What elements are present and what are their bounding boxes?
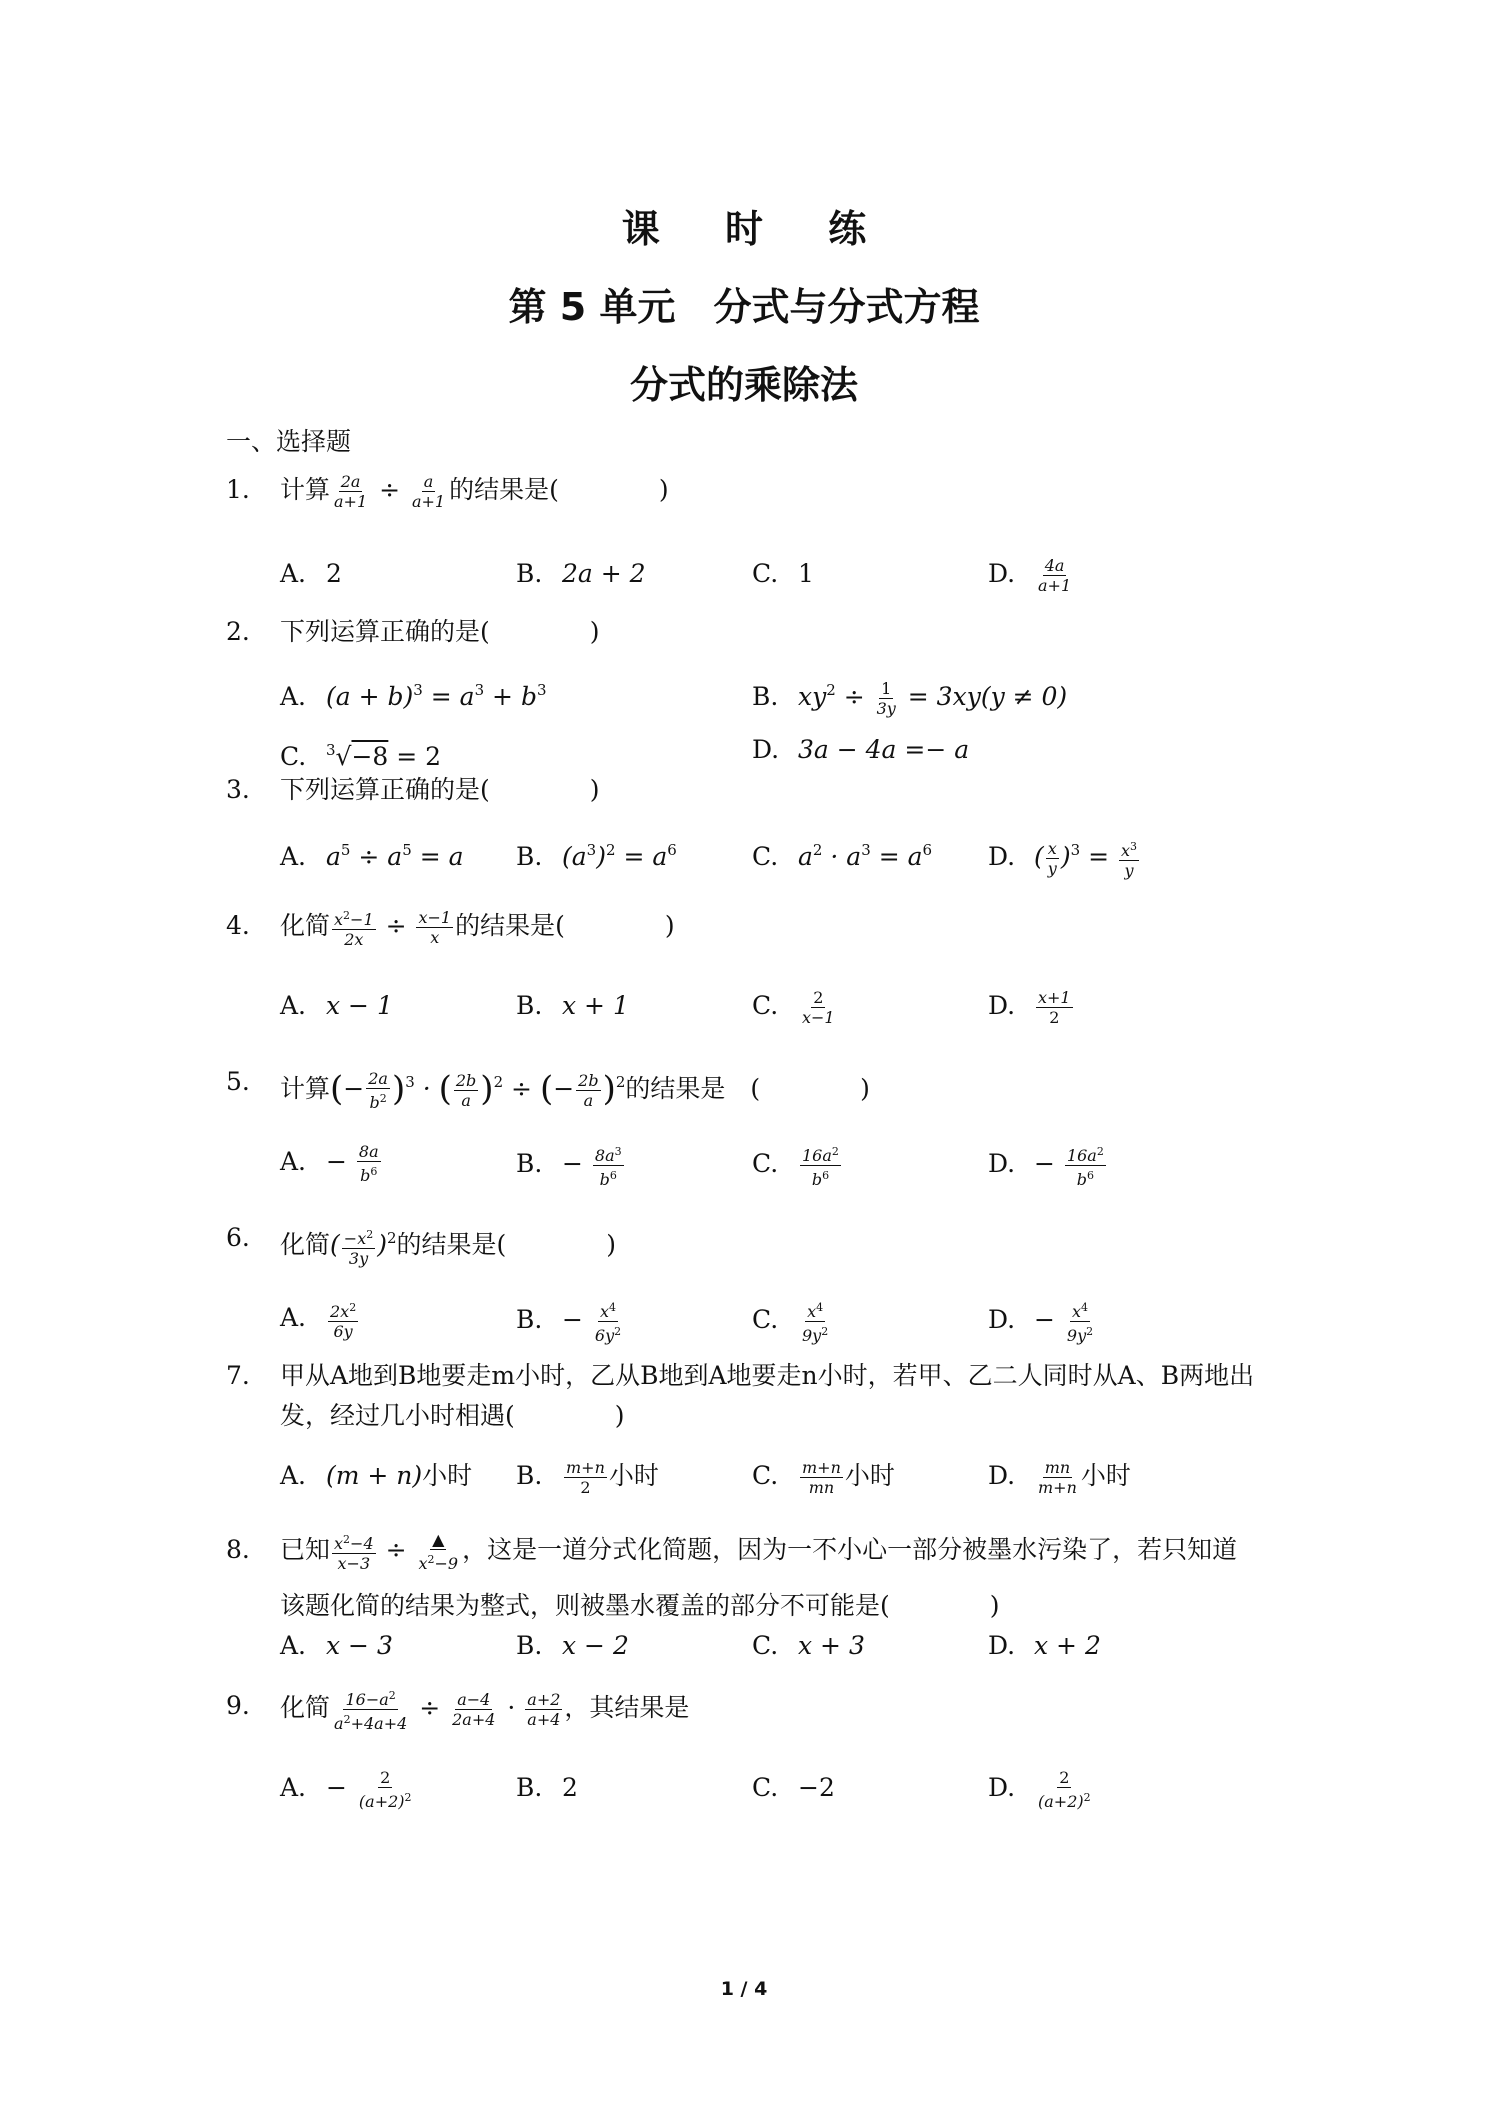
option-a[interactable]: A. (m + n)小时 xyxy=(280,1461,473,1490)
question-text: 该题化简的结果为整式，则被墨水覆盖的部分不可能是( ) xyxy=(280,1591,1000,1620)
option-b[interactable]: B. x − 2 xyxy=(516,1631,629,1660)
option-d[interactable]: D. $\frac{mn}{m+n}$ 小时 xyxy=(988,1458,1131,1497)
option-c[interactable]: C. −2 xyxy=(752,1773,835,1802)
option-b[interactable]: B. − $\frac{x^4}{6y^2}$ xyxy=(516,1298,625,1345)
question-text: 化简 $\frac{x^2-1}{2x}$ ÷ $\frac{x-1}{x}$ 的结果是( ) xyxy=(280,908,675,949)
lesson-title: 分式的乘除法 xyxy=(629,363,858,407)
option-b[interactable]: B. 2a + 2 xyxy=(516,559,646,588)
ink-blot-icon: ▲ xyxy=(432,1530,445,1549)
option-d[interactable]: D. − $\frac{16a^2}{b^6}$ xyxy=(988,1142,1108,1189)
question-text: 下列运算正确的是( ) xyxy=(280,775,600,804)
question-text: 化简 $\frac{16-a^2}{a^2+4a+4}$ ÷ $\frac{a-4}{2a+4}$ · $\frac{a+2}{a+4}$ ，其结果是 xyxy=(280,1686,689,1733)
unit-title: 第 5 单元 分式与分式方程 xyxy=(508,285,980,329)
option-c[interactable]: C. $\frac{x^4}{9y^2}$ xyxy=(752,1298,832,1345)
option-b[interactable]: B. $xy^2$ ÷ $\frac{1}{3y}$ = 3xy(y ≠ 0) xyxy=(752,679,1068,718)
option-a[interactable]: A. 2 xyxy=(280,559,342,588)
question-number: 5. xyxy=(226,1067,250,1096)
option-d[interactable]: D. x + 2 xyxy=(988,1631,1101,1660)
option-c[interactable]: C. $\frac{2}{x-1}$ xyxy=(752,988,835,1027)
option-b[interactable]: B. $(a^3)^2 = a^6$ xyxy=(516,841,677,871)
question-number: 9. xyxy=(226,1691,250,1720)
question-text: 计算(− $\frac{2a}{b^2}$ )$^3$ · ( $\frac{2b}{a}$ )$^2$ ÷ (− $\frac{2b}{a}$ )$^2$的结果是 ( ) xyxy=(280,1069,870,1112)
option-value: −2 xyxy=(798,1773,835,1802)
question-text: 计算 $\frac{2a}{a+1}$ ÷ $\frac{a}{a+1}$ 的结果是( ) xyxy=(280,472,669,511)
option-value: 2 xyxy=(562,1773,578,1802)
option-a[interactable]: A. $(a + b)^3 = a^3 + b^3$ xyxy=(280,681,547,711)
question-number: 1. xyxy=(226,475,250,504)
option-c[interactable]: C. $\frac{16a^2}{b^6}$ xyxy=(752,1142,843,1189)
option-value: 1 xyxy=(798,559,814,588)
question-number: 6. xyxy=(226,1223,250,1252)
option-d[interactable]: D. ( $\frac{x}{y}$ )$^3$ = $\frac{x^3}{y}$ xyxy=(988,839,1137,880)
option-a[interactable]: A. $\frac{2x^2}{6y}$ xyxy=(280,1298,360,1341)
option-c[interactable]: C. $\frac{m+n}{mn}$ 小时 xyxy=(752,1458,895,1497)
option-d[interactable]: D. $\frac{x+1}{2}$ xyxy=(988,988,1071,1027)
option-b[interactable]: B. − $\frac{8a^3}{b^6}$ xyxy=(516,1142,626,1189)
page-number: 1 / 4 xyxy=(720,1978,768,2000)
option-a[interactable]: A. − $\frac{8a}{b^6}$ xyxy=(280,1142,379,1185)
option-value: 2 xyxy=(326,559,342,588)
option-b[interactable]: B. $\frac{m+n}{2}$ 小时 xyxy=(516,1458,659,1497)
option-b[interactable]: B. 2 xyxy=(516,1773,578,1802)
option-b[interactable]: B. x + 1 xyxy=(516,991,629,1020)
question-number: 3. xyxy=(226,775,250,804)
option-d[interactable]: D. − $\frac{x^4}{9y^2}$ xyxy=(988,1298,1097,1345)
option-c[interactable]: C. $a^2 \cdot a^3 = a^6$ xyxy=(752,841,933,871)
option-c[interactable]: C. $^3$√−8 = 2 xyxy=(280,741,442,771)
section-heading: 一、选择题 xyxy=(226,427,352,456)
option-c[interactable]: C. x + 3 xyxy=(752,1631,865,1660)
question-text: 已知 $\frac{x^2-4}{x-3}$ ÷ $\frac{▲}{x^2-9}$ ，这是一道分式化简题，因为一不小心一部分被墨水污染了，若只知道 xyxy=(280,1530,1238,1573)
question-number: 8. xyxy=(226,1535,250,1564)
option-d[interactable]: D. $\frac{4a}{a+1}$ xyxy=(988,556,1072,595)
question-number: 2. xyxy=(226,617,250,646)
option-a[interactable]: A. x − 3 xyxy=(280,1631,393,1660)
question-number: 7. xyxy=(226,1361,250,1390)
option-c[interactable]: C. 1 xyxy=(752,559,814,588)
option-a[interactable]: A. − $\frac{2}{(a+2)^2}$ xyxy=(280,1768,412,1811)
question-text: 甲从A地到B地要走m小时，乙从B地到A地要走n小时，若甲、乙二人同时从A、B两地出发，经过几小时相遇( ) xyxy=(280,1361,1255,1430)
option-d[interactable]: D. $\frac{2}{(a+2)^2}$ xyxy=(988,1768,1091,1811)
question-number: 4. xyxy=(226,911,250,940)
option-a[interactable]: A. x − 1 xyxy=(280,991,393,1020)
document-title: 课 时 练 xyxy=(621,207,893,251)
question-text: 化简( $\frac{-x^2}{3y}$ )$^2$的结果是( ) xyxy=(280,1218,616,1268)
option-d[interactable]: D. 3a − 4a =− a xyxy=(752,735,970,764)
option-a[interactable]: A. $a^5 \div a^5 = a$ xyxy=(280,841,464,871)
question-text: 下列运算正确的是( ) xyxy=(280,617,600,646)
